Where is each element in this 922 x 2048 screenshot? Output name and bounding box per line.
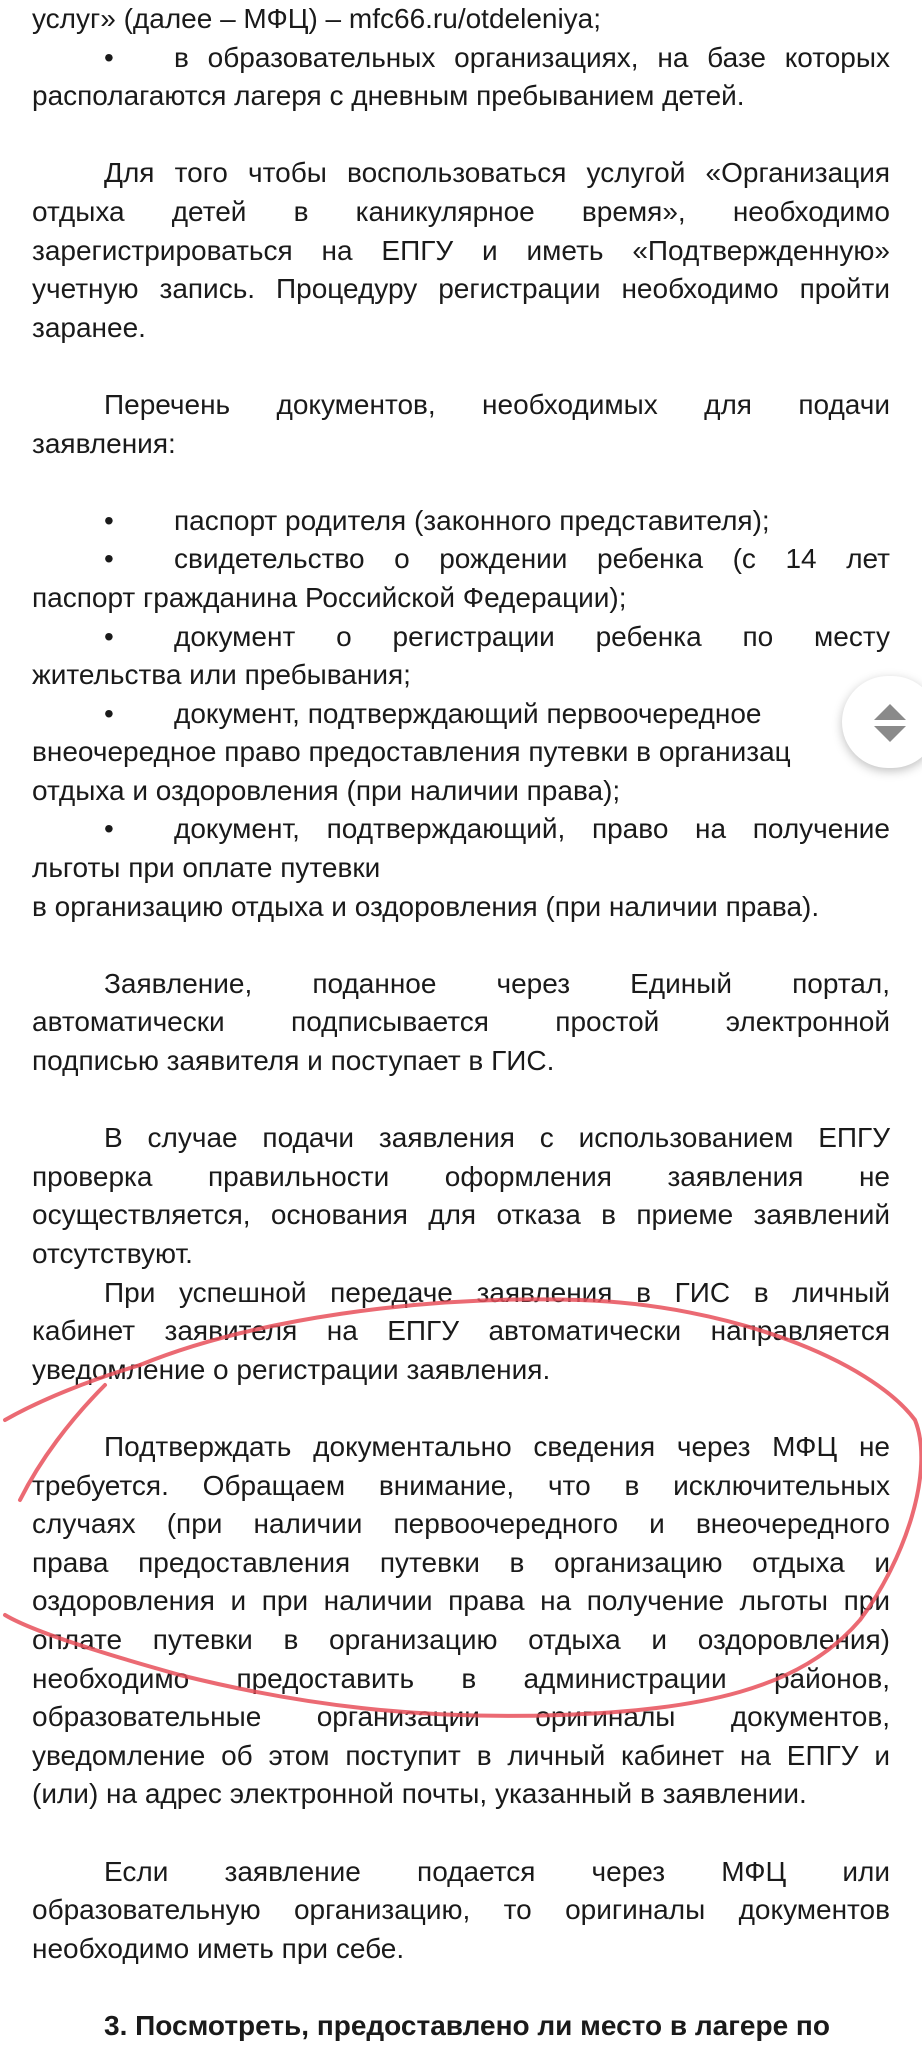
paragraph-gap [32, 1081, 890, 1120]
text-line-content: заранее. [32, 311, 146, 343]
text-line [32, 656, 890, 695]
text-line [32, 2007, 890, 2046]
text-line-content: В случае подачи заявления с использованием ЕПГУ [104, 1122, 890, 1154]
text-line-content: Если заявление подается через МФЦ или [104, 1855, 890, 1887]
bullet-marker: • [104, 41, 114, 73]
text-line-content: свидетельство о рождении ребенка (с 14 лет [174, 543, 890, 575]
text-line-content: Для того чтобы воспользоваться услугой «Организация [104, 157, 890, 189]
text-line-content: в образовательных организациях, на базе которых [174, 41, 890, 73]
text-line [32, 1775, 890, 1814]
text-line-content: 3. Посмотреть, предоставлено ли место в лагере по [104, 2009, 830, 2041]
text-line [32, 1158, 890, 1197]
text-line-content: (или) на адрес электронной почты, указанный в заявлении. [32, 1778, 807, 1810]
paragraph-gap [32, 1814, 890, 1853]
text-line-content: отдыха детей в каникулярное время», необходимо [32, 195, 890, 227]
text-line-content: кабинет заявителя на ЕПГУ автоматически направляется [32, 1315, 890, 1347]
text-line-content: подписью заявителя и поступает в ГИС. [32, 1045, 555, 1077]
text-line-content: проверка правильности оформления заявления не [32, 1160, 890, 1192]
bullet-marker: • [104, 620, 114, 652]
text-line [32, 1467, 890, 1506]
text-line-content: Подтверждать документально сведения через МФЦ не [104, 1430, 890, 1462]
text-line [32, 1196, 890, 1235]
text-line [32, 849, 890, 888]
text-line [32, 1737, 890, 1776]
text-line [32, 1428, 890, 1467]
text-line [32, 1891, 890, 1930]
text-line-content: При успешной передаче заявления в ГИС в личный [104, 1276, 890, 1308]
text-line [32, 1930, 890, 1969]
text-line [32, 1274, 890, 1313]
text-line [32, 1235, 890, 1274]
text-line [32, 270, 890, 309]
text-line [32, 888, 890, 927]
text-line [32, 1351, 890, 1390]
paragraph-gap [32, 1968, 890, 2007]
text-line-content: оплате путевки в организацию отдыха и оздоровления) [32, 1623, 890, 1655]
text-line-content: оздоровления и при наличии права на получение льготы при [32, 1585, 890, 1617]
text-line [32, 618, 890, 657]
text-line [32, 1312, 890, 1351]
document-body [32, 0, 890, 2045]
text-line [32, 810, 890, 849]
text-line-content: располагаются лагеря с дневным пребыванием детей. [32, 80, 745, 112]
text-line [32, 193, 890, 232]
text-line-content: требуется. Обращаем внимание, что в исключительных [32, 1469, 890, 1501]
text-line [32, 733, 890, 772]
text-line [32, 695, 890, 734]
text-line-content: услуг» (далее – МФЦ) – mfc66.ru/otdeleniya; [32, 3, 602, 34]
paragraph-gap [32, 347, 890, 386]
text-line-content: уведомление об этом поступит в личный кабинет на ЕПГУ и [32, 1739, 890, 1771]
text-line [32, 1544, 890, 1583]
text-line [32, 154, 890, 193]
text-line-content: Перечень документов, необходимых для подачи [104, 388, 890, 420]
text-line-content: уведомление о регистрации заявления. [32, 1353, 551, 1385]
text-line-content: паспорт гражданина Российской Федерации); [32, 581, 627, 613]
bullet-marker: • [104, 697, 114, 729]
text-line-content: документ, подтверждающий первоочередное [174, 697, 762, 729]
text-line [32, 1119, 890, 1158]
text-line-content: образовательные организации оригиналы документов, [32, 1701, 890, 1733]
text-line-content: образовательную организацию, то оригиналы документов [32, 1894, 890, 1926]
text-line-content: документ, подтверждающий, право на получение [174, 813, 890, 845]
text-line [32, 1042, 890, 1081]
text-line-content: автоматически подписывается простой электронной [32, 1006, 890, 1038]
text-line-content: внеочередное право предоставления путевки в организац [32, 736, 791, 768]
text-line-content: заявления: [32, 427, 176, 459]
text-line [32, 39, 890, 78]
text-line [32, 1660, 890, 1699]
up-down-arrows-icon [866, 700, 914, 746]
bullet-marker: • [104, 543, 114, 575]
paragraph-gap [32, 1389, 890, 1428]
text-line-content: жительства или пребывания; [32, 659, 411, 691]
text-line [32, 772, 890, 811]
text-line [32, 425, 890, 464]
text-line-content: необходимо иметь при себе. [32, 1932, 405, 1964]
paragraph-gap [32, 926, 890, 965]
text-line-content: в организацию отдыха и оздоровления (при наличии права). [32, 890, 820, 922]
paragraph-gap [32, 463, 890, 502]
text-line [32, 965, 890, 1004]
text-line [32, 77, 890, 116]
paragraph-gap [32, 116, 890, 155]
text-line-content: случаях (при наличии первоочередного и внеочередного [32, 1508, 890, 1540]
text-line-content: льготы при оплате путевки [32, 852, 381, 884]
text-line-content: права предоставления путевки в организацию отдыха и [32, 1546, 890, 1578]
text-line-content: паспорт родителя (законного представителя); [174, 504, 770, 536]
text-line-content: отдыха и оздоровления (при наличии права); [32, 774, 621, 806]
text-line-content: отсутствуют. [32, 1238, 193, 1269]
text-line-content: осуществляется, основания для отказа в приеме заявлений [32, 1199, 890, 1231]
text-line [32, 1505, 890, 1544]
text-line [32, 1582, 890, 1621]
text-line-content: документ о регистрации ребенка по месту [174, 620, 890, 652]
text-line-content: учетную запись. Процедуру регистрации необходимо пройти [32, 273, 890, 305]
text-line-content: зарегистрироваться на ЕПГУ и иметь «Подтвержденную» [32, 234, 890, 266]
text-line [32, 0, 890, 39]
text-line [32, 386, 890, 425]
text-line-content: необходимо предоставить в администрации районов, [32, 1662, 890, 1694]
text-line [32, 579, 890, 618]
text-line-content: Заявление, поданное через Единый портал, [104, 967, 890, 999]
text-line [32, 1621, 890, 1660]
bullet-marker: • [104, 504, 114, 536]
text-line [32, 1853, 890, 1892]
text-line [32, 1698, 890, 1737]
text-line [32, 309, 890, 348]
bullet-marker: • [104, 813, 114, 845]
text-line [32, 502, 890, 541]
text-line [32, 232, 890, 271]
text-line [32, 1003, 890, 1042]
text-line [32, 540, 890, 579]
